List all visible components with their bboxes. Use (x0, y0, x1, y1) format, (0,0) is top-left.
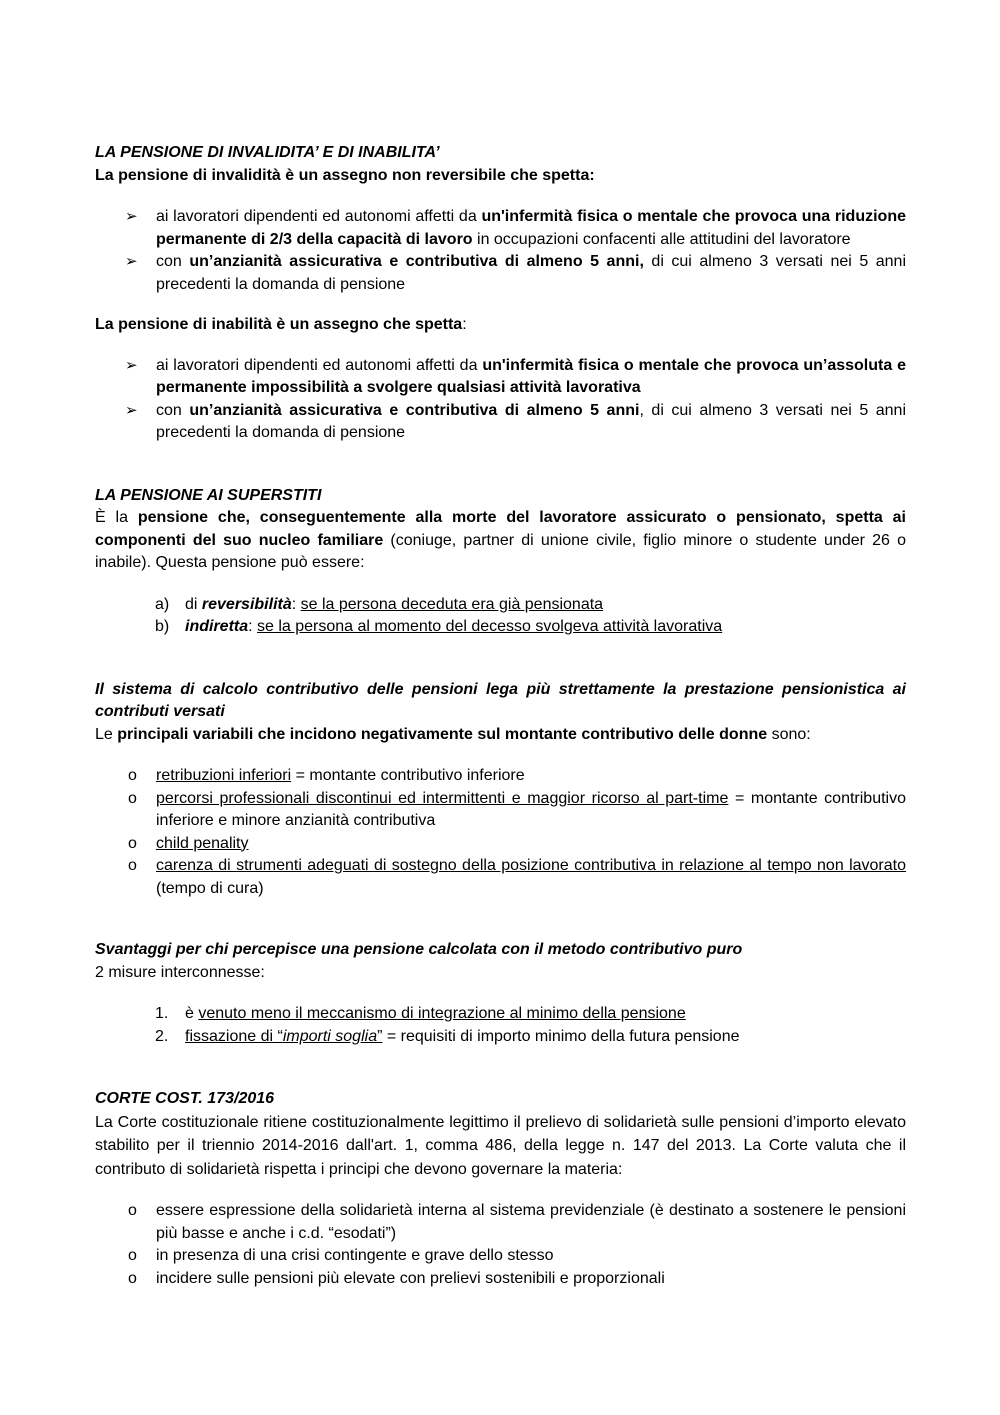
circle-list (95, 1200, 906, 1290)
item-underlined-text: venuto meno il meccanismo di integrazione al minimo della pensione (198, 1005, 686, 1022)
list-item (95, 833, 906, 856)
section-superstiti (95, 485, 906, 639)
list-marker: b) (155, 618, 170, 635)
item-text: essere espressione della solidarietà interna al sistema previdenziale (è destinato a sostenere le pensioni più basse e anche i c.d. “esodati”) (156, 1202, 906, 1242)
list-item (95, 355, 906, 400)
item-text: = requisiti di importo minimo della futura pensione (382, 1027, 740, 1045)
list-item (95, 1200, 906, 1245)
intro-text: : (462, 316, 467, 333)
section-paragraph: La Corte costituzionale ritiene costituzionalmente legittimo il prelievo di solidarietà sulle pensioni d’importo elevato stabilito per il triennio 2014-2016 dall'art. 1, comma 486, della legge n. 147 del 2013. La Corte valuta che il contributo di solidarietà rispetta i principi che devono governare la materia: (95, 1113, 906, 1178)
circle-bullet-icon: o (128, 857, 137, 874)
circle-bullet-icon: o (128, 1202, 137, 1219)
section-title: LA PENSIONE DI INVALIDITA’ E DI INABILITA’ (95, 144, 440, 161)
item-text: ai lavoratori dipendenti ed autonomi affetti da (156, 208, 482, 225)
list-item (95, 855, 906, 900)
item-text: in occupazioni confacenti alle attitudini del lavoratore (472, 230, 851, 248)
item-bold-text: un'infermità fisica o mentale che provoca una riduzione permanente di 2/3 della capacità di lavoro (156, 208, 906, 248)
item-underlined-text: fissazione di “ (185, 1027, 283, 1045)
arrow-bullet-icon: ➢ (125, 401, 138, 419)
arrow-bullet-icon: ➢ (125, 253, 138, 270)
item-text: (tempo di cura) (156, 879, 264, 897)
section-intro (95, 314, 906, 337)
paragraph-text: Le (95, 725, 118, 743)
item-underlined-text: ” (377, 1027, 383, 1045)
item-bold-italic-text: indiretta (185, 618, 249, 635)
list-item (95, 206, 906, 251)
paragraph-bold-text: principali variabili che incidono negativamente sul montante contributivo delle donne (117, 725, 768, 743)
item-bold-text: un'infermità fisica o mentale che provoca un’assoluta e permanente impossibilità a svolgere qualsiasi attività lavorativa (156, 356, 906, 396)
section-paragraph (95, 724, 906, 747)
item-underlined-italic-text: importi soglia (282, 1027, 378, 1045)
list-marker: 1. (155, 1005, 169, 1022)
section-intro: 2 misure interconnesse: (95, 963, 265, 981)
section-invalidita (95, 142, 906, 445)
item-text: di (185, 595, 202, 613)
paragraph-text: (coniuge, partner di unione civile, figlio minore o studente under 26 o inabile). Questa pensione può essere: (95, 531, 906, 571)
item-text: in presenza di una crisi contingente e grave dello stesso (156, 1247, 554, 1264)
section-title: Svantaggi per chi percepisce una pensione calcolata con il metodo contributivo puro (95, 941, 743, 958)
item-underlined-text: se la persona deceduta era già pensionata (300, 595, 604, 613)
list-item (95, 788, 906, 833)
item-text: incidere sulle pensioni più elevate con prelievi sostenibili e proporzionali (156, 1269, 665, 1287)
item-text: ai lavoratori dipendenti ed autonomi affetti da (156, 356, 483, 374)
alpha-list (95, 594, 906, 639)
paragraph-bold-text: pensione che, conseguentemente alla morte del lavoratore assicurato o pensionato, spetta ai componenti del suo nucleo familiare (95, 509, 907, 549)
item-bold-text: un’anzianità assicurativa e contributiva di almeno 5 anni (189, 401, 640, 419)
paragraph-text: È la (95, 509, 138, 526)
item-underlined-text: child penality (156, 834, 249, 852)
document-body (95, 142, 906, 1290)
list-marker: 2. (155, 1027, 169, 1045)
list-item (95, 251, 906, 296)
item-bold-text: un’anzianità assicurativa e contributiva di almeno 5 anni, (189, 253, 644, 270)
paragraph-text: sono: (767, 725, 811, 743)
intro-text: La pensione di invalidità è un assegno non reversibile che spetta: (95, 166, 595, 184)
section-paragraph (95, 507, 906, 575)
list-item (95, 1003, 906, 1026)
arrow-list (95, 355, 906, 445)
circle-bullet-icon: o (128, 1269, 137, 1287)
section-contributivo (95, 679, 906, 901)
numbered-list (95, 1003, 906, 1048)
arrow-bullet-icon: ➢ (125, 356, 138, 374)
item-text: = montante contributivo inferiore (291, 767, 525, 784)
section-title: LA PENSIONE AI SUPERSTITI (95, 486, 322, 504)
section-corte (95, 1088, 906, 1290)
list-item (95, 1026, 906, 1049)
item-text: con (156, 401, 190, 419)
item-text: con (156, 253, 190, 270)
item-text: , di cui almeno 3 versati nei 5 anni precedenti la domanda di pensione (156, 401, 906, 441)
circle-bullet-icon: o (128, 789, 137, 807)
section-title: Il sistema di calcolo contributivo delle pensioni lega più strettamente la prestazione pensionistica ai contributi versati (95, 680, 906, 720)
circle-list (95, 765, 906, 900)
section-svantaggi (95, 939, 906, 1048)
circle-bullet-icon: o (128, 767, 137, 784)
item-underlined-text: carenza di strumenti adeguati di sostegno della posizione contributiva in relazione al tempo non lavorato (156, 857, 906, 874)
list-item (95, 594, 906, 617)
item-underlined-text: retribuzioni inferiori (156, 767, 292, 784)
section-title: CORTE COST. 173/2016 (95, 1090, 275, 1107)
list-item (95, 616, 906, 639)
arrow-bullet-icon: ➢ (125, 208, 138, 225)
item-underlined-text: percorsi professionali discontinui ed intermittenti e maggior ricorso al part-time (156, 789, 729, 807)
item-text: : (291, 595, 301, 613)
list-marker: a) (155, 595, 170, 613)
item-text: di cui almeno 3 versati nei 5 anni precedenti la domanda di pensione (156, 253, 906, 293)
item-bold-italic-text: reversibilità (201, 595, 292, 613)
list-item (95, 400, 906, 445)
list-item (95, 1268, 906, 1291)
arrow-list (95, 206, 906, 296)
section-intro (95, 165, 906, 188)
list-item (95, 1245, 906, 1268)
list-item (95, 765, 906, 788)
item-text: è (185, 1005, 199, 1022)
item-text: = montante contributivo inferiore e minore anzianità contributiva (156, 789, 907, 829)
intro-bold-text: La pensione di inabilità è un assegno che spetta (95, 316, 463, 333)
circle-bullet-icon: o (128, 834, 137, 852)
item-underlined-text: se la persona al momento del decesso svolgeva attività lavorativa (257, 618, 723, 635)
item-text: : (248, 618, 258, 635)
circle-bullet-icon: o (128, 1247, 137, 1264)
